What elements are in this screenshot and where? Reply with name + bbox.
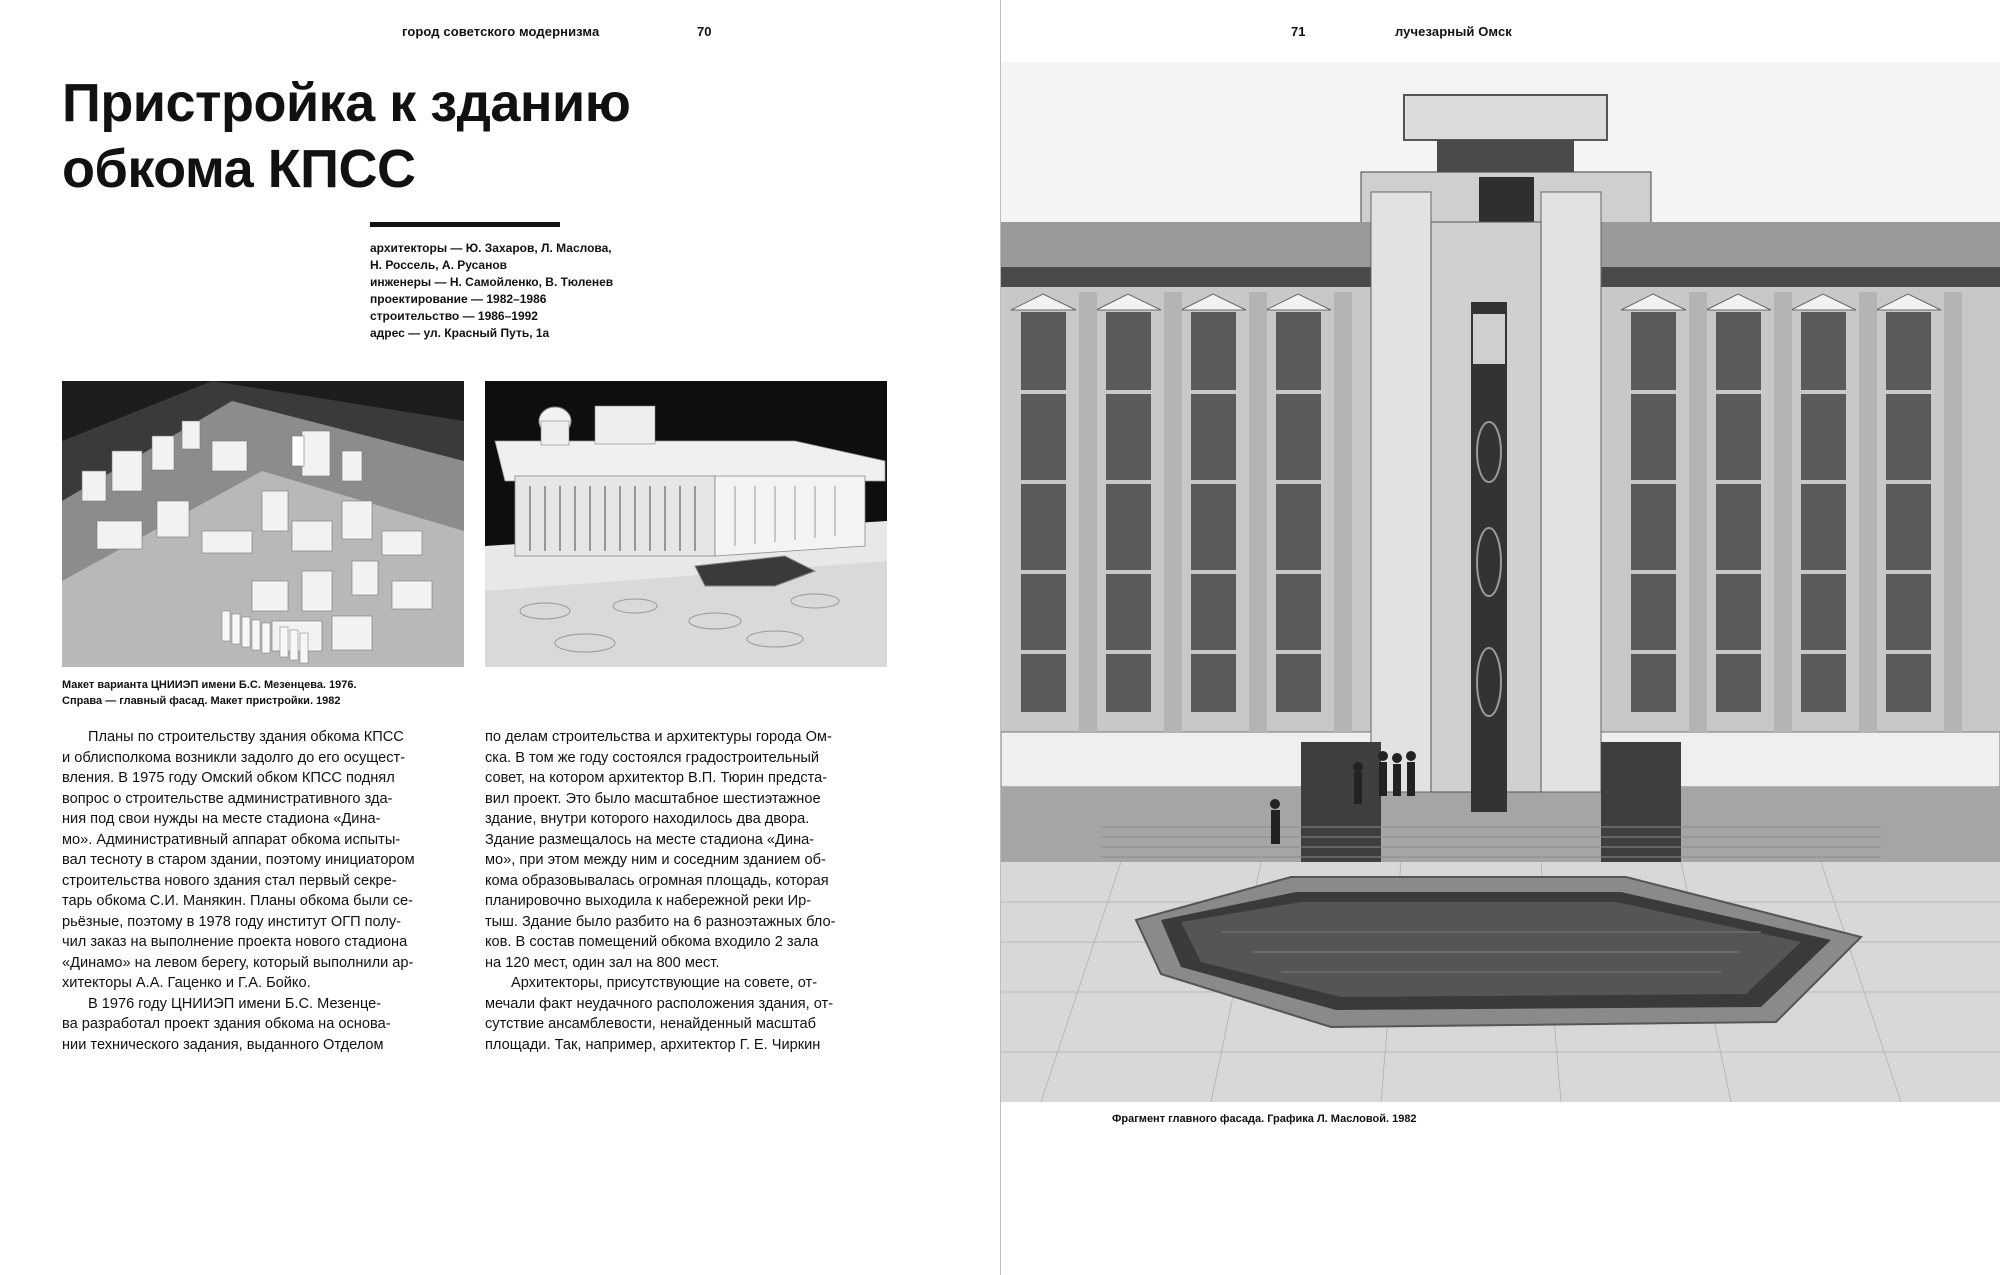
credit-line: строительство — 1986–1992 [370, 309, 538, 323]
text-line: Архитекторы, присутствующие на совете, от- [511, 975, 818, 991]
text-line: по делам строительства и архитектуры города Ом- [485, 729, 832, 745]
title-line: Пристройка к зданию [62, 73, 631, 133]
page-number-left: 70 [697, 24, 712, 39]
text-line: тарь обкома С.И. Манякин. Планы обкома были се- [62, 893, 413, 909]
text-line: вал тесноту в старом здании, поэтому инициатором [62, 852, 415, 868]
building-model-photo [485, 381, 887, 667]
text-line: ва разработал проект здания обкома на основа- [62, 1016, 391, 1032]
credit-line: Н. Россель, А. Русанов [370, 258, 508, 272]
caption-line: Справа — главный фасад. Макет пристройки. 1982 [62, 695, 341, 707]
running-head-right: лучезарный Омск [1395, 24, 1512, 39]
title-line: обкома КПСС [62, 139, 416, 199]
title-rule [370, 222, 560, 227]
text-line: мо», при этом между ним и соседним зданием об- [485, 852, 826, 868]
text-line: рьёзные, поэтому в 1978 году институт ОГП полу- [62, 913, 402, 930]
text-line: мо». Административный аппарат обкома испыты- [62, 831, 401, 848]
text-line: Планы по строительству здания обкома КПСС [88, 729, 404, 745]
text-line: В 1976 году ЦНИИЭП имени Б.С. Мезенце- [88, 995, 382, 1012]
text-line: планировочно выходила к набережной реки Ир- [485, 893, 812, 909]
facade-drawing [1001, 62, 2000, 1102]
text-line: нии технического задания, выданного Отделом [62, 1036, 384, 1053]
page-number-right: 71 [1291, 24, 1306, 39]
text-line: на 120 мест, один зал на 800 мест. [485, 954, 720, 971]
credit-line: инженеры — Н. Самойленко, В. Тюленев [370, 275, 614, 289]
text-line: здание, внутри которого находилось два двора. [485, 811, 810, 827]
text-line: площади. Так, например, архитектор Г. Е. Чиркин [485, 1036, 821, 1053]
text-line: «Динамо» на левом берегу, который выполнили ар- [62, 954, 414, 971]
text-line: тыш. Здание было разбито на 6 разноэтажных бло- [485, 913, 836, 930]
text-line: вил проект. Это было масштабное шестиэтажное [485, 790, 821, 807]
running-head-left: город советского модернизма [402, 24, 600, 39]
article-title [62, 70, 662, 202]
text-line: ков. В состав помещений обкома входило 2 зала [485, 934, 819, 950]
text-line: вления. В 1975 году Омский обком КПСС поднял [62, 770, 395, 786]
text-line: ния под свои нужды на месте стадиона «Дина- [62, 811, 381, 827]
credits-block [370, 240, 670, 342]
text-line: строительства нового здания стал первый секре- [62, 872, 397, 889]
text-line: чил заказ на выполнение проекта нового стадиона [62, 934, 408, 950]
text-line: сутствие ансамблевости, ненайденный масштаб [485, 1016, 817, 1032]
text-line: ска. В том же году состоялся градостроительный [485, 749, 820, 766]
body-column-1 [62, 727, 464, 1055]
text-line: вопрос о строительстве административного зда- [62, 790, 393, 807]
credit-line: адрес — ул. Красный Путь, 1а [370, 326, 550, 340]
caption-line: Макет варианта ЦНИИЭП имени Б.С. Мезенцева. 1976. [62, 679, 357, 691]
text-line: совет, на котором архитектор В.П. Тюрин предста- [485, 770, 828, 786]
credit-line: архитекторы — Ю. Захаров, Л. Маслова, [370, 241, 612, 255]
body-column-2 [485, 727, 887, 1055]
credit-line: проектирование — 1982–1986 [370, 292, 547, 306]
text-line: мечали факт неудачного расположения здания, от- [485, 995, 834, 1012]
text-line: кома образовывалась огромная площадь, которая [485, 872, 829, 889]
city-model-photo [62, 381, 464, 667]
drawing-caption: Фрагмент главного фасада. Графика Л. Масловой. 1982 [1112, 1113, 1417, 1125]
photo-caption [62, 677, 482, 709]
text-line: и облисполкома возникли задолго до его осущест- [62, 749, 406, 766]
text-line: Здание размещалось на месте стадиона «Дина- [485, 831, 815, 848]
text-line: хитекторы А.А. Гаценко и Г.А. Бойко. [62, 975, 311, 991]
right-page [1001, 0, 2000, 1275]
